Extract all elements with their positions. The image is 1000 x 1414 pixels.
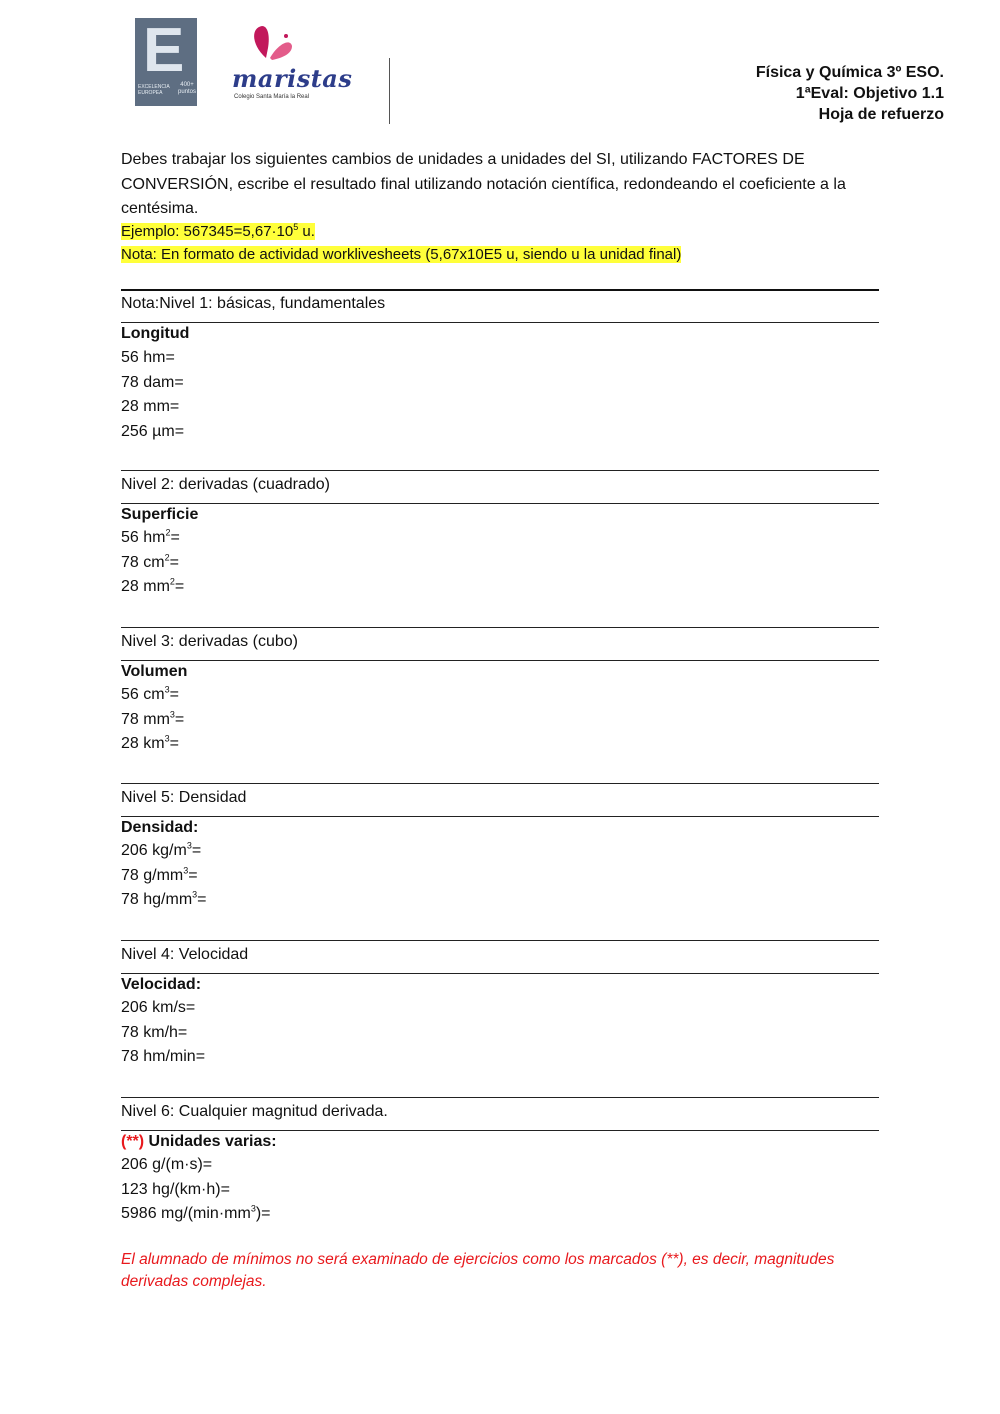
header-divider bbox=[389, 58, 390, 124]
section-top-rule bbox=[121, 1097, 879, 1098]
header-line: Física y Química 3º ESO. bbox=[755, 64, 944, 81]
logo-name: maristas bbox=[232, 64, 353, 93]
conversion-item: 206 $kg/m^3=$ bbox=[121, 840, 202, 859]
logo-letter: E bbox=[143, 16, 185, 85]
instructions: Debes trabajar los siguientes cambios de unidades a unidades del SI, utilizando FACTORES DE CONVERSIÓN, escribe el resultado final utilizando notación científica, redondeando el coeficiente a la centésima. bbox=[121, 151, 846, 217]
section-title-text: Densidad: bbox=[121, 819, 199, 836]
logo-badge: 400+ puntos bbox=[178, 82, 197, 95]
section-title bbox=[121, 324, 189, 344]
header-title bbox=[756, 62, 944, 125]
complex-mark: (**) bbox=[121, 1133, 145, 1150]
section-title bbox=[121, 662, 187, 682]
section-title bbox=[121, 818, 198, 838]
excelencia-europea-logo bbox=[135, 18, 197, 106]
conversion-item: 78 $mm^3=$ bbox=[121, 709, 185, 728]
section-top-rule bbox=[121, 940, 879, 941]
format-note: Nota: En formato de actividad worklivesheets (5,67x10E5 u, siendo u la unidad final) bbox=[121, 246, 682, 263]
conversion-item: 56 hm= bbox=[121, 349, 175, 366]
logo-caption: Colegio Santa María la Real bbox=[234, 94, 310, 100]
example-line bbox=[121, 223, 315, 241]
section-title-text: Velocidad: bbox=[121, 976, 202, 993]
section-mid-rule bbox=[121, 660, 879, 661]
section-mid-rule bbox=[121, 816, 879, 817]
section-title-text: Superficie bbox=[121, 506, 199, 523]
conversion-item: 78 $hg/mm^3=$ bbox=[121, 889, 207, 908]
conversion-item: 5986 $mg/(\min\cdot mm^3)=$ bbox=[121, 1203, 271, 1222]
section-top-rule bbox=[121, 289, 879, 291]
level-heading: Nivel 2: derivadas (cuadrado) bbox=[121, 476, 330, 493]
conversion-item: 56 $hm^2=$ bbox=[121, 527, 180, 546]
section-title-text: Unidades varias: bbox=[144, 1133, 277, 1150]
section-top-rule bbox=[121, 627, 879, 628]
section-mid-rule bbox=[121, 503, 879, 504]
section-top-rule bbox=[121, 783, 879, 784]
header-line: 1ªEval: Objetivo 1.1 bbox=[795, 85, 944, 102]
level-heading: Nota:Nivel 1: básicas, fundamentales bbox=[121, 295, 386, 312]
conversion-item: 28 mm= bbox=[121, 398, 180, 415]
section-top-rule bbox=[121, 470, 879, 471]
conversion-item: 78 km/h= bbox=[121, 1023, 188, 1041]
header-line: Hoja de refuerzo bbox=[818, 106, 944, 123]
section-mid-rule bbox=[121, 322, 879, 323]
section-title bbox=[121, 505, 198, 525]
conversion-item: 123 hg/(km·h)= bbox=[121, 1180, 230, 1198]
section-mid-rule bbox=[121, 1130, 879, 1131]
conversion-item: 78 $cm^2=$ bbox=[121, 552, 179, 571]
example-highlight: Ejemplo: $567345=5,67\cdot 10^5$ u. bbox=[121, 222, 315, 240]
level-heading: Nivel 3: derivadas (cubo) bbox=[121, 633, 298, 650]
logo-caption: EXCELENCIA EUROPEA bbox=[138, 84, 170, 96]
level-heading: Nivel 4: Velocidad bbox=[121, 946, 249, 963]
section-title bbox=[121, 975, 201, 995]
butterfly-icon bbox=[226, 18, 326, 68]
conversion-item: 78 dam= bbox=[121, 373, 184, 391]
conversion-item: 28 $mm^2=$ bbox=[121, 576, 185, 595]
conversion-item: 28 $km^3=$ bbox=[121, 733, 179, 752]
maristas-logo bbox=[226, 18, 353, 106]
conversion-item: 206 g/(m·s)= bbox=[121, 1156, 213, 1173]
section-title-text: Volumen bbox=[121, 663, 188, 680]
conversion-item: 256 µm= bbox=[121, 422, 185, 440]
conversion-item: 78 $g/mm^3=$ bbox=[121, 865, 198, 884]
footer-note: El alumnado de mínimos no será examinado de ejercicios como los marcados (**), es decir, magnitudes derivadas complejas. bbox=[121, 1251, 835, 1290]
level-heading: Nivel 6: Cualquier magnitud derivada. bbox=[121, 1103, 388, 1120]
conversion-item: 78 hm/min= bbox=[121, 1048, 206, 1065]
conversion-item: 206 km/s= bbox=[121, 999, 196, 1016]
level-heading: Nivel 5: Densidad bbox=[121, 789, 247, 806]
section-title bbox=[121, 1132, 277, 1152]
conversion-item: 56 $cm^3=$ bbox=[121, 684, 179, 703]
section-title-text: Longitud bbox=[121, 325, 190, 342]
section-mid-rule bbox=[121, 973, 879, 974]
